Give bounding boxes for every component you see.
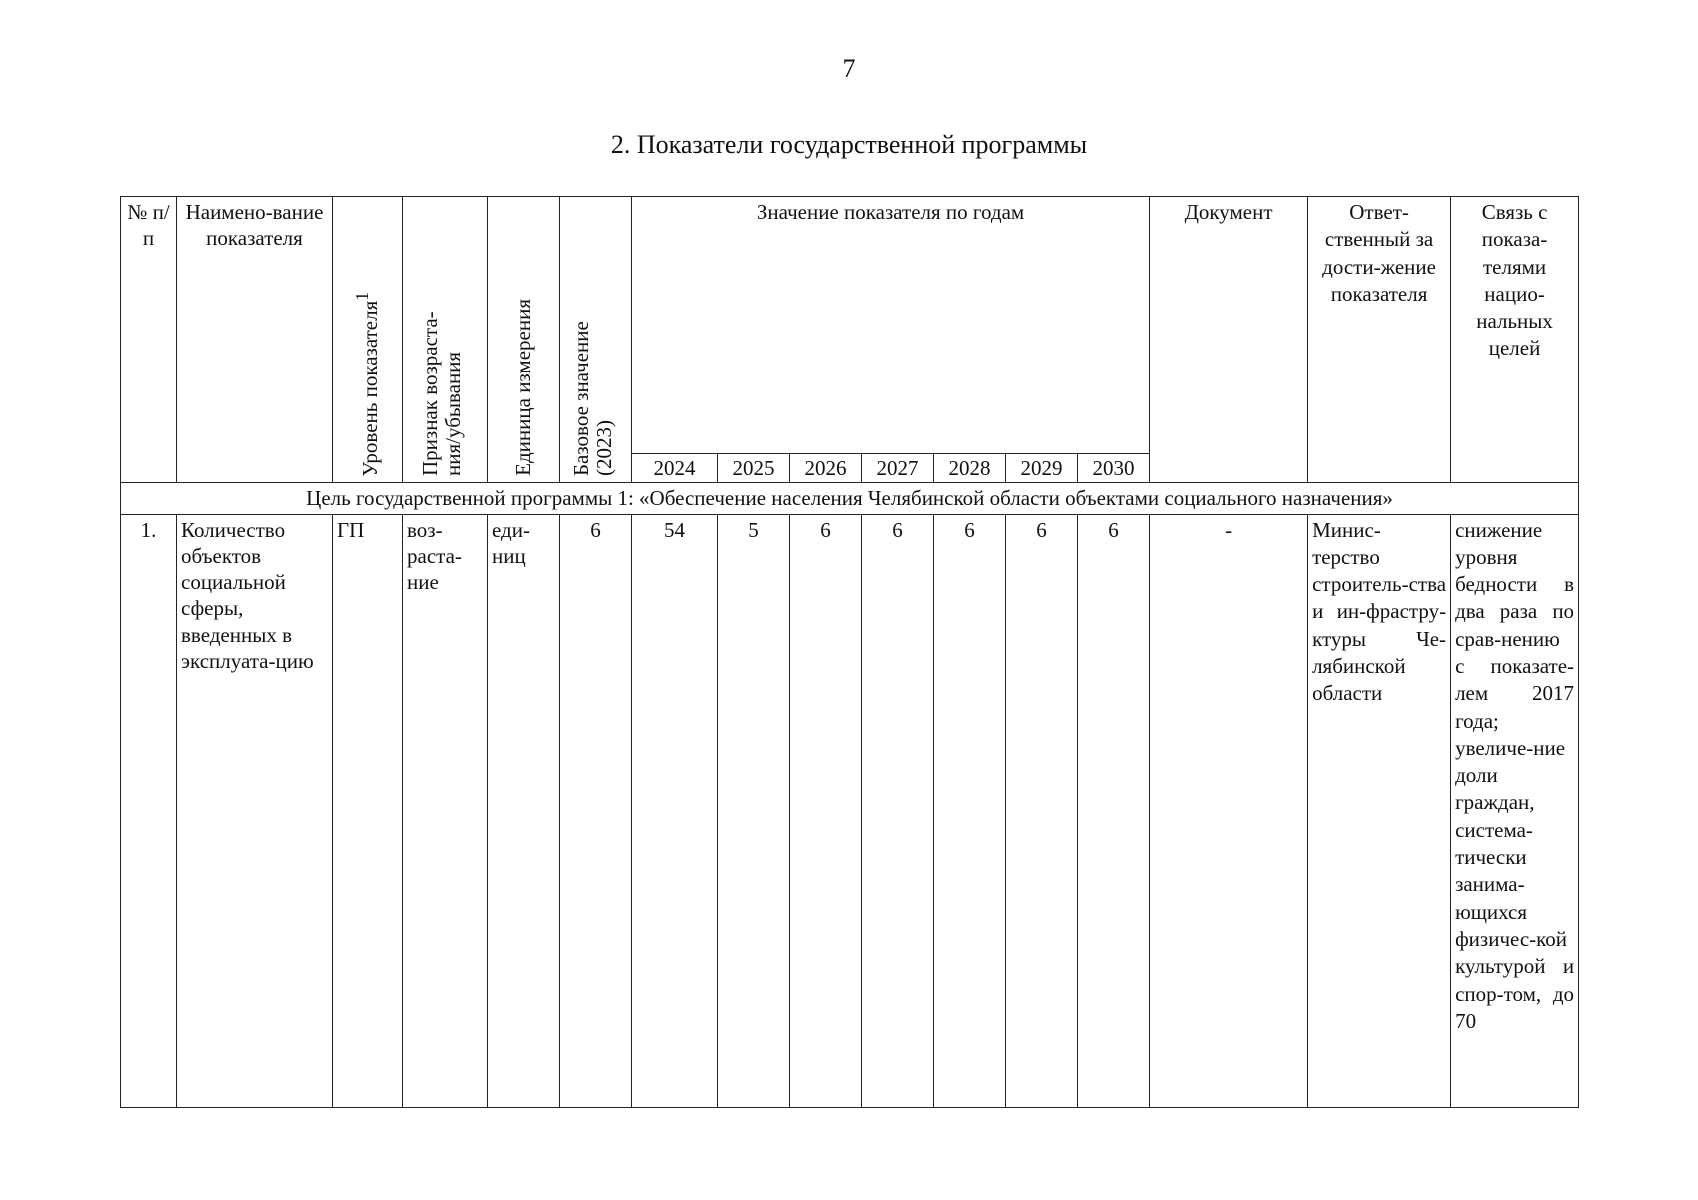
header-num: № п/п [121,197,177,483]
row-value-2025: 5 [718,514,790,1107]
header-level-footnote: 1 [351,291,372,301]
row-unit: еди-ниц [488,514,560,1107]
row-responsible: Минис-терство строитель-ства и ин-фрастру-ктуры Че-лябинской области [1308,514,1451,1107]
goal-row [121,483,1579,514]
goal-text: Цель государственной программы 1: «Обеспечение населения Челябинской области объектами социального назначения» [121,483,1579,514]
header-trend [403,197,488,483]
header-level-text: Уровень показателя [357,300,382,477]
header-values-by-year: Значение показателя по годам [632,197,1150,454]
header-unit [488,197,560,483]
row-name: Количество объектов социальной сферы, введенных в эксплуата-цию [177,514,333,1107]
row-value-2026: 6 [790,514,862,1107]
header-responsible: Ответ-ственный за дости-жение показателя [1308,197,1451,483]
row-value-2028: 6 [934,514,1006,1107]
row-trend: воз-раста-ние [403,514,488,1107]
row-value-2029: 6 [1006,514,1078,1107]
header-name: Наимено-вание показателя [177,197,333,483]
header-base-text: Базовое значение (2023) [568,321,616,477]
row-base: 6 [560,514,632,1107]
year-2030: 2030 [1078,454,1150,483]
row-value-2027: 6 [862,514,934,1107]
row-num: 1. [121,514,177,1107]
indicators-table [120,196,1579,1108]
header-base [560,197,632,483]
year-2025: 2025 [718,454,790,483]
section-title: 2. Показатели государственной программы [610,130,1088,159]
header-unit-text: Единица измерения [511,299,536,477]
year-2028: 2028 [934,454,1006,483]
year-2029: 2029 [1006,454,1078,483]
year-2024: 2024 [632,454,718,483]
table-row [121,514,1579,1107]
year-2027: 2027 [862,454,934,483]
header-trend-text: Признак возраста-ния/убывания [418,311,466,477]
page-number: 7 [842,54,856,83]
header-level [333,197,403,483]
row-value-2024: 54 [632,514,718,1107]
header-document: Документ [1150,197,1308,483]
header-link: Связь с показа-телями нацио-нальных целей [1451,197,1579,483]
row-level: ГП [333,514,403,1107]
row-document: - [1150,514,1308,1107]
header-row [121,197,1579,454]
row-value-2030: 6 [1078,514,1150,1107]
row-link: снижение уровня бедности в два раза по срав-нению с показате-лем 2017 года; увеличе-ние доли граждан, система-тически занима-ющихся физичес-кой культурой и спор-том, до 70 [1451,514,1579,1107]
year-2026: 2026 [790,454,862,483]
